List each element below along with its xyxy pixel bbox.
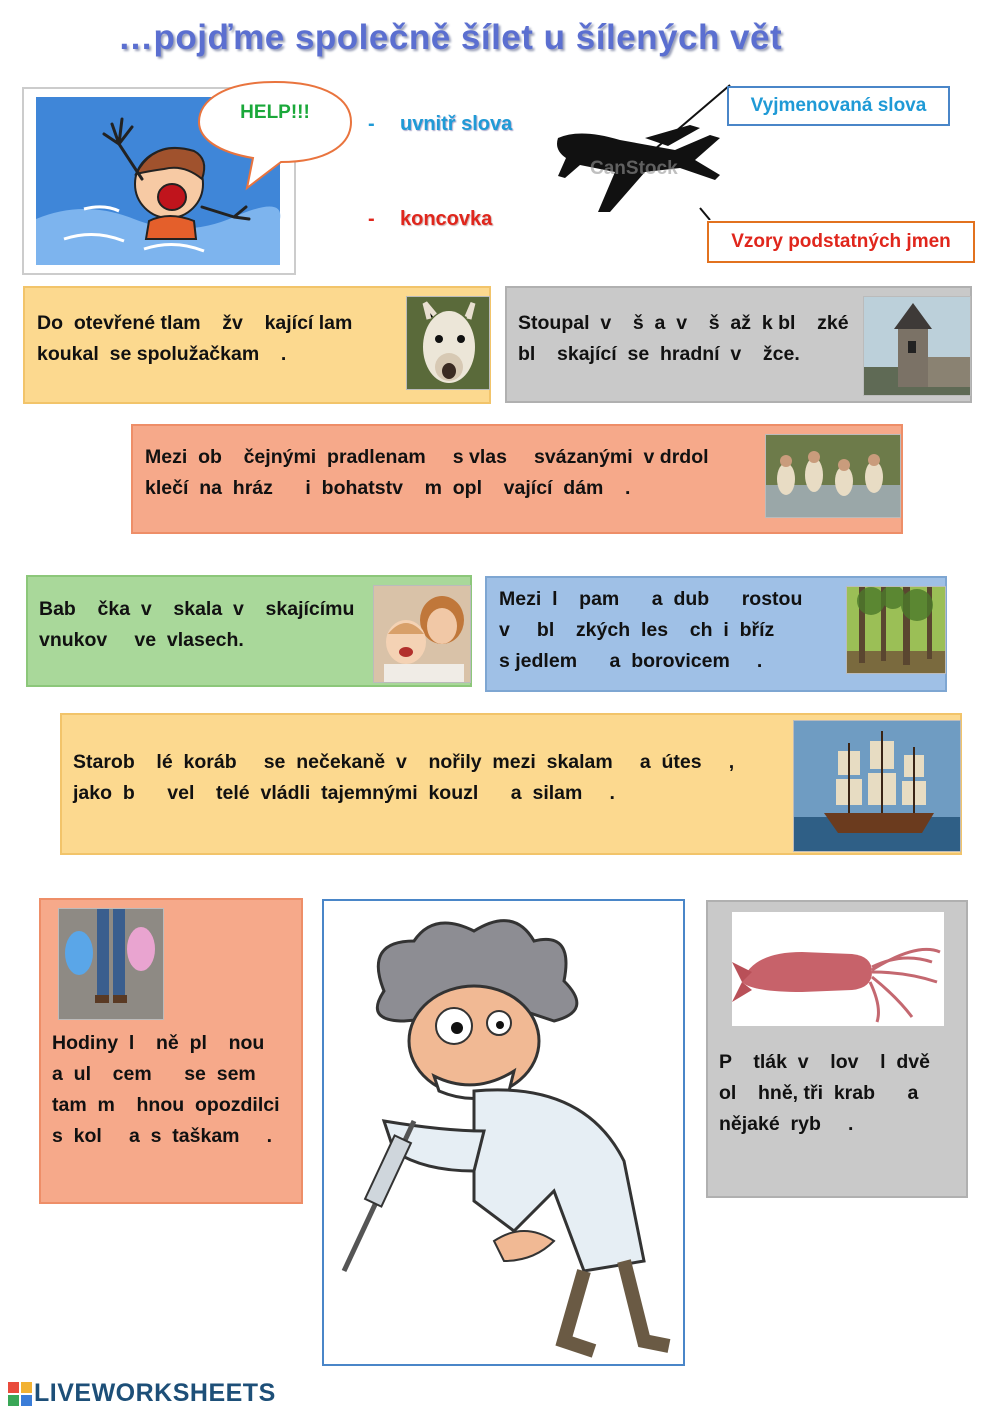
sentence-box-8 (706, 900, 968, 1198)
mad-doctor-frame (322, 899, 685, 1366)
liveworksheets-logo-icon (8, 1382, 32, 1406)
sentence-7-line-2: a ul cem se sem (52, 1063, 256, 1085)
sentence-8-line-2: ol hně, tři krab a (719, 1082, 919, 1104)
sentence-box-1 (23, 286, 491, 404)
sentence-5-line-2: v bl zkých les ch i bříz (499, 619, 775, 641)
page-title: …pojďme společně šílet u šílených vět (118, 18, 783, 57)
label-vyjmenovana-slova: Vyjmenovaná slova (727, 86, 950, 126)
sentence-box-7 (39, 898, 303, 1204)
sentence-box-4 (26, 575, 472, 687)
watermark-canstock: CanStock (590, 158, 678, 179)
sentence-7-line-4: s kol a s taškam . (52, 1125, 273, 1147)
sentence-1-line-2: koukal se spolužačkam . (37, 343, 287, 365)
sentence-3-line-2: klečí na hráz i bohatstv m opl vající dám . (145, 477, 631, 499)
legend-inside-dash: - (368, 113, 375, 135)
sentence-4-line-1: Bab čka v skala v skajícímu (39, 598, 355, 620)
washerwomen-photo (765, 434, 901, 518)
label-vzory-podstatnych-jmen: Vzory podstatných jmen (707, 221, 975, 263)
sentence-4-line-2: vnukov ve vlasech. (39, 629, 244, 651)
llama-photo (406, 296, 490, 390)
help-text: HELP!!! (240, 102, 310, 123)
forest-photo (846, 586, 946, 674)
mad-doctor-illustration (324, 901, 683, 1364)
sentence-6-line-2: jako b vel telé vládli tajemnými kouzl a silam . (73, 782, 615, 804)
sentence-box-2 (505, 286, 972, 403)
legend-inside-label: uvnitř slova (400, 113, 513, 135)
sentence-1-line-1: Do otevřené tlam žv kající lam (37, 312, 353, 334)
sentence-6-line-1: Starob lé koráb se nečekaně v nořily mezi skalam a útes , (73, 751, 735, 773)
sentence-2-line-2: bl skající se hradní v žce. (518, 343, 800, 365)
sentence-box-5 (485, 576, 947, 692)
grandmother-child-photo (373, 585, 471, 683)
sentence-2-line-1: Stoupal v š a v š až k bl zké (518, 312, 849, 334)
sailing-ship-photo (793, 720, 961, 852)
sentence-5-line-1: Mezi l pam a dub rostou (499, 588, 803, 610)
sentence-box-6 (60, 713, 962, 855)
airplane-silhouette (550, 80, 740, 220)
sentence-8-line-1: P tlák v lov l dvě (719, 1051, 930, 1073)
squid-photo (732, 912, 944, 1026)
castle-tower-photo (863, 296, 971, 396)
liveworksheets-logo: LIVEWORKSHEETS (34, 1379, 276, 1407)
shopping-bags-photo (58, 908, 164, 1020)
sentence-5-line-3: s jedlem a borovicem . (499, 650, 763, 672)
sentence-8-line-3: nějaké ryb . (719, 1113, 854, 1135)
legend-ending-dash: - (368, 208, 375, 230)
sentence-7-line-1: Hodiny l ně pl nou (52, 1032, 265, 1054)
sentence-box-3 (131, 424, 903, 534)
sentence-7-line-3: tam m hnou opozdilci (52, 1094, 280, 1116)
legend-ending-label: koncovka (400, 208, 493, 230)
sentence-3-line-1: Mezi ob čejnými pradlenam s vlas svázanými v drdol (145, 446, 709, 468)
speech-bubble (197, 80, 353, 166)
